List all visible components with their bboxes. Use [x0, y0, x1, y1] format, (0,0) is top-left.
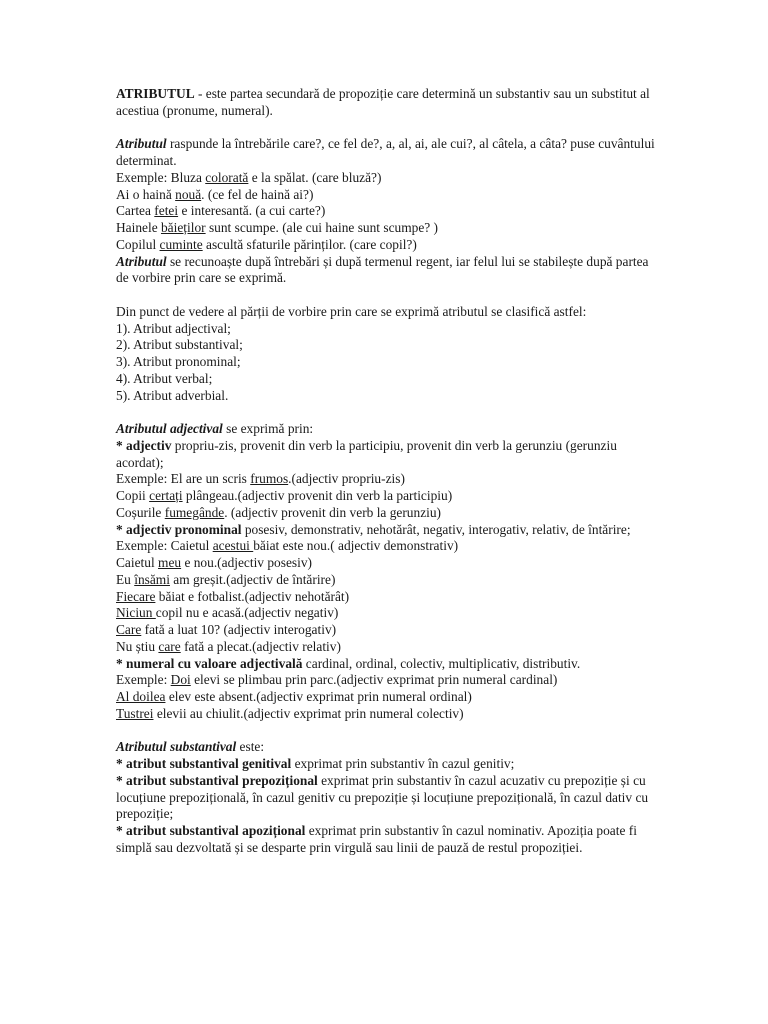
example-line: Care fată a luat 10? (adjectiv interogativ) [116, 622, 337, 637]
underlined-word: Niciun [116, 605, 156, 621]
substantival-heading-term: Atributul substantival [116, 739, 237, 755]
underlined-word: acestui [212, 538, 254, 554]
underlined-word: nouă [175, 186, 202, 202]
example-line: Ai o haină nouă. (ce fel de haină ai?) [116, 186, 314, 202]
underlined-word: fetei [154, 203, 179, 219]
example-line: Niciun copil nu e acasă.(adjectiv negativ) [116, 605, 339, 621]
recognition-term: Atributul [116, 253, 167, 269]
underlined-word: colorată [205, 169, 249, 185]
pronominal-bullet: * adjectiv pronominal posesiv, demonstrativ, nehotărât, negativ, interogativ, relativ, de întărire; [116, 521, 631, 537]
adjectival-heading: Atributul adjectival se exprimă prin: [116, 421, 314, 436]
underlined-word: meu [158, 555, 182, 570]
questions-term: Atributul [116, 136, 167, 152]
classification-item: 4). Atribut verbal; [116, 370, 213, 386]
questions-paragraph [116, 136, 656, 170]
bullet-label: * adjectiv pronominal [116, 521, 242, 537]
questions-text: raspunde la întrebările care?, ce fel de?, a, al, ai, ale cui?, al câtela, a câta? puse cuvântului determinat. [116, 136, 655, 168]
substantival-heading: Atributul substantival este: [116, 739, 265, 755]
intro-paragraph [116, 86, 656, 120]
underlined-word: Doi [170, 672, 191, 688]
example-line: Exemple: Caietul acestui băiat este nou.( adjectiv demonstrativ) [116, 538, 459, 554]
underlined-word: Fiecare [116, 588, 156, 604]
substantival-bullet: * atribut substantival genitival exprimat prin substantiv în cazul genitiv; [116, 756, 515, 771]
bullet-label: * atribut substantival prepozițional [116, 772, 318, 788]
underlined-word: Al doilea [116, 689, 166, 704]
example-line: Exemple: Doi elevi se plimbau prin parc.(adjectiv exprimat prin numeral cardinal) [116, 672, 558, 688]
underlined-word: Tustrei [116, 705, 154, 721]
example-line: Hainele băieților sunt scumpe. (ale cui haine sunt scumpe? ) [116, 220, 439, 235]
underlined-word: Care [116, 622, 142, 637]
adjectival-heading-term: Atributul adjectival [116, 421, 223, 436]
classification-intro: Din punct de vedere al părții de vorbire prin care se exprimă atributul se clasifică astfel: [116, 303, 587, 319]
recognition-text: se recunoaște după întrebări și după termenul regent, iar felul lui se stabilește după partea de vorbire prin care se exprimă. [116, 253, 649, 286]
classification-item: 1). Atribut adjectival; [116, 320, 231, 336]
classification-item: 5). Atribut adverbial. [116, 387, 229, 403]
document-page [116, 86, 656, 857]
substantival-bullet: * atribut substantival apozițional exprimat prin substantiv în cazul nominativ. Apoziția poate fi simplă sau dezvoltată și se desparte prin virgulă sau linii de pauză de restul propoziției. [116, 823, 637, 855]
example-line: Nu știu care fată a plecat.(adjectiv relativ) [116, 638, 341, 654]
title-term: ATRIBUTUL [116, 86, 195, 101]
example-line: Copilul cuminte ascultă sfaturile părinților. (care copil?) [116, 236, 417, 252]
underlined-word: frumos [250, 471, 289, 487]
example-line: Caietul meu e nou.(adjectiv posesiv) [116, 555, 312, 570]
numeral-bullet: * numeral cu valoare adjectivală cardinal, ordinal, colectiv, multiplicativ, distributiv. [116, 655, 581, 671]
example-line: Copii certați plângeau.(adjectiv provenit din verb la participiu) [116, 488, 453, 503]
bullet-label: * adjectiv [116, 437, 172, 453]
bullet-label: * atribut substantival genitival [116, 756, 292, 771]
adjectiv-bullet: * adjectiv propriu-zis, provenit din verb la participiu, provenit din verb la gerunziu (gerunziu acordat); [116, 437, 617, 470]
substantival-bullet: * atribut substantival prepozițional exprimat prin substantiv în cazul acuzativ cu prepoziție și cu locuțiune prepozițională, în cazul genitiv cu prepoziție și locuțiune prepozițională, în cazul dativ cu prepoziție; [116, 772, 649, 822]
example-line: Al doilea elev este absent.(adjectiv exprimat prin numeral ordinal) [116, 689, 472, 704]
example-line: Eu însămi am greșit.(adjectiv de întărire) [116, 571, 336, 587]
recognition-paragraph [116, 254, 656, 288]
bullet-label: * atribut substantival apozițional [116, 823, 306, 838]
classification-item: 2). Atribut substantival; [116, 337, 243, 353]
bullet-label: * numeral cu valoare adjectivală [116, 655, 303, 671]
example-line: Exemple: El are un scris frumos.(adjectiv propriu-zis) [116, 471, 405, 487]
title-definition: - este partea secundară de propoziție care determină un substantiv sau un substitut al acestiua (pronume, numeral). [116, 86, 650, 118]
underlined-word: cuminte [159, 236, 203, 252]
underlined-word: care [158, 638, 181, 654]
underlined-word: certați [149, 488, 183, 503]
classification-item: 3). Atribut pronominal; [116, 354, 241, 369]
example-line: Fiecare băiat e fotbalist.(adjectiv nehotărât) [116, 588, 350, 604]
underlined-word: însămi [134, 571, 170, 587]
example-line: Tustrei elevii au chiulit.(adjectiv exprimat prin numeral colectiv) [116, 705, 464, 721]
underlined-word: băieților [160, 220, 206, 235]
example-line: Coșurile fumegânde. (adjectiv provenit din verb la gerunziu) [116, 504, 442, 520]
underlined-word: fumegânde [164, 504, 225, 520]
example-line: Exemple: Bluza colorată e la spălat. (care bluză?) [116, 169, 382, 185]
example-line: Cartea fetei e interesantă. (a cui carte?) [116, 203, 326, 219]
